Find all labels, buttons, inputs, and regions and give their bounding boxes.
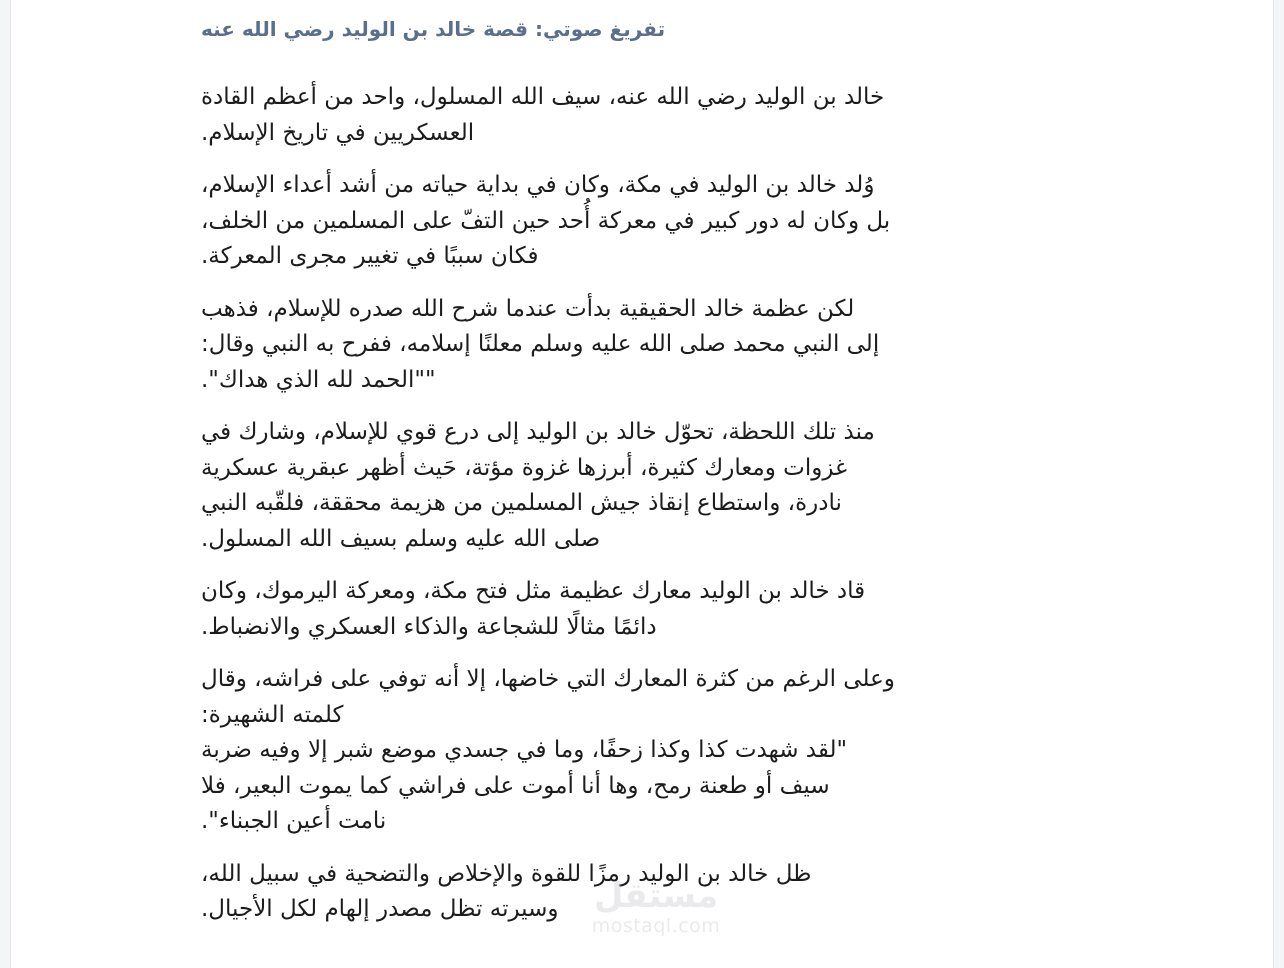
paragraph-line: بل وكان له دور كبير في معركة أُحد حين التفّ على المسلمين من الخلف، bbox=[201, 207, 891, 234]
document-page bbox=[10, 0, 1274, 968]
paragraph-line: العسكريين في تاريخ الإسلام. bbox=[201, 119, 475, 146]
paragraph-line: لكن عظمة خالد الحقيقية بدأت عندما شرح الله صدره للإسلام، فذهب bbox=[201, 295, 855, 322]
paragraph-legacy bbox=[201, 857, 961, 928]
watermark-domain: mostaql.com bbox=[591, 915, 721, 937]
paragraph-line: ظل خالد بن الوليد رمزًا للقوة والإخلاص والتضحية في سبيل الله، bbox=[201, 860, 812, 887]
paragraph-line: فكان سببًا في تغيير مجرى المعركة. bbox=[201, 243, 539, 269]
paragraph-death bbox=[201, 662, 961, 840]
paragraph-conquests bbox=[201, 574, 961, 645]
paragraph-line: صلى الله عليه وسلم بسيف الله المسلول. bbox=[201, 525, 601, 552]
paragraph-line: وعلى الرغم من كثرة المعارك التي خاضها، إلا أنه توفي على فراشه، وقال bbox=[201, 666, 895, 692]
paragraph-line: ""الحمد لله الذي هداك". bbox=[201, 366, 436, 393]
paragraph-early-life bbox=[201, 168, 961, 275]
paragraph-line: كلمته الشهيرة: bbox=[201, 701, 344, 728]
watermark-logo: مستقل bbox=[593, 876, 719, 916]
paragraph-line: وُلد خالد بن الوليد في مكة، وكان في بداية حياته من أشد أعداء الإسلام، bbox=[201, 172, 875, 198]
paragraph-line: وسيرته تظل مصدر إلهام لكل الأجيال. bbox=[201, 896, 559, 922]
paragraph-battles bbox=[201, 415, 961, 557]
paragraph-line: دائمًا مثالًا للشجاعة والذكاء العسكري والانضباط. bbox=[201, 613, 657, 640]
paragraph-line: سيف أو طعنة رمح، وها أنا أموت على فراشي كما يموت البعير، فلا bbox=[201, 772, 830, 799]
paragraph-conversion bbox=[201, 292, 961, 399]
paragraph-line: "لقد شهدت كذا وكذا زحفًا، وما في جسدي موضع شبر إلا وفيه ضربة bbox=[201, 737, 848, 763]
paragraph-line: خالد بن الوليد رضي الله عنه، سيف الله المسلول، واحد من أعظم القادة bbox=[201, 84, 885, 110]
paragraph-line: غزوات ومعارك كثيرة، أبرزها غزوة مؤتة، حَيث أظهر عبقرية عسكرية bbox=[201, 454, 848, 481]
paragraph-line: قاد خالد بن الوليد معارك عظيمة مثل فتح مكة، ومعركة اليرموك، وكان bbox=[201, 578, 866, 604]
paragraph-line: نامت أعين الجبناء". bbox=[201, 808, 387, 834]
document-title: تفريغ صوتي: قصة خالد بن الوليد رضي الله عنه bbox=[201, 17, 666, 41]
paragraph-line: منذ تلك اللحظة، تحوّل خالد بن الوليد إلى درع قوي للإسلام، وشارك في bbox=[201, 419, 875, 445]
paragraph-line: إلى النبي محمد صلى الله عليه وسلم معلنًا إسلامه، ففرح به النبي وقال: bbox=[201, 331, 880, 357]
paragraph-intro bbox=[201, 80, 961, 151]
document-body bbox=[201, 80, 961, 945]
paragraph-line: نادرة، واستطاع إنقاذ جيش المسلمين من هزيمة محققة، فلقّبه النبي bbox=[201, 490, 842, 516]
